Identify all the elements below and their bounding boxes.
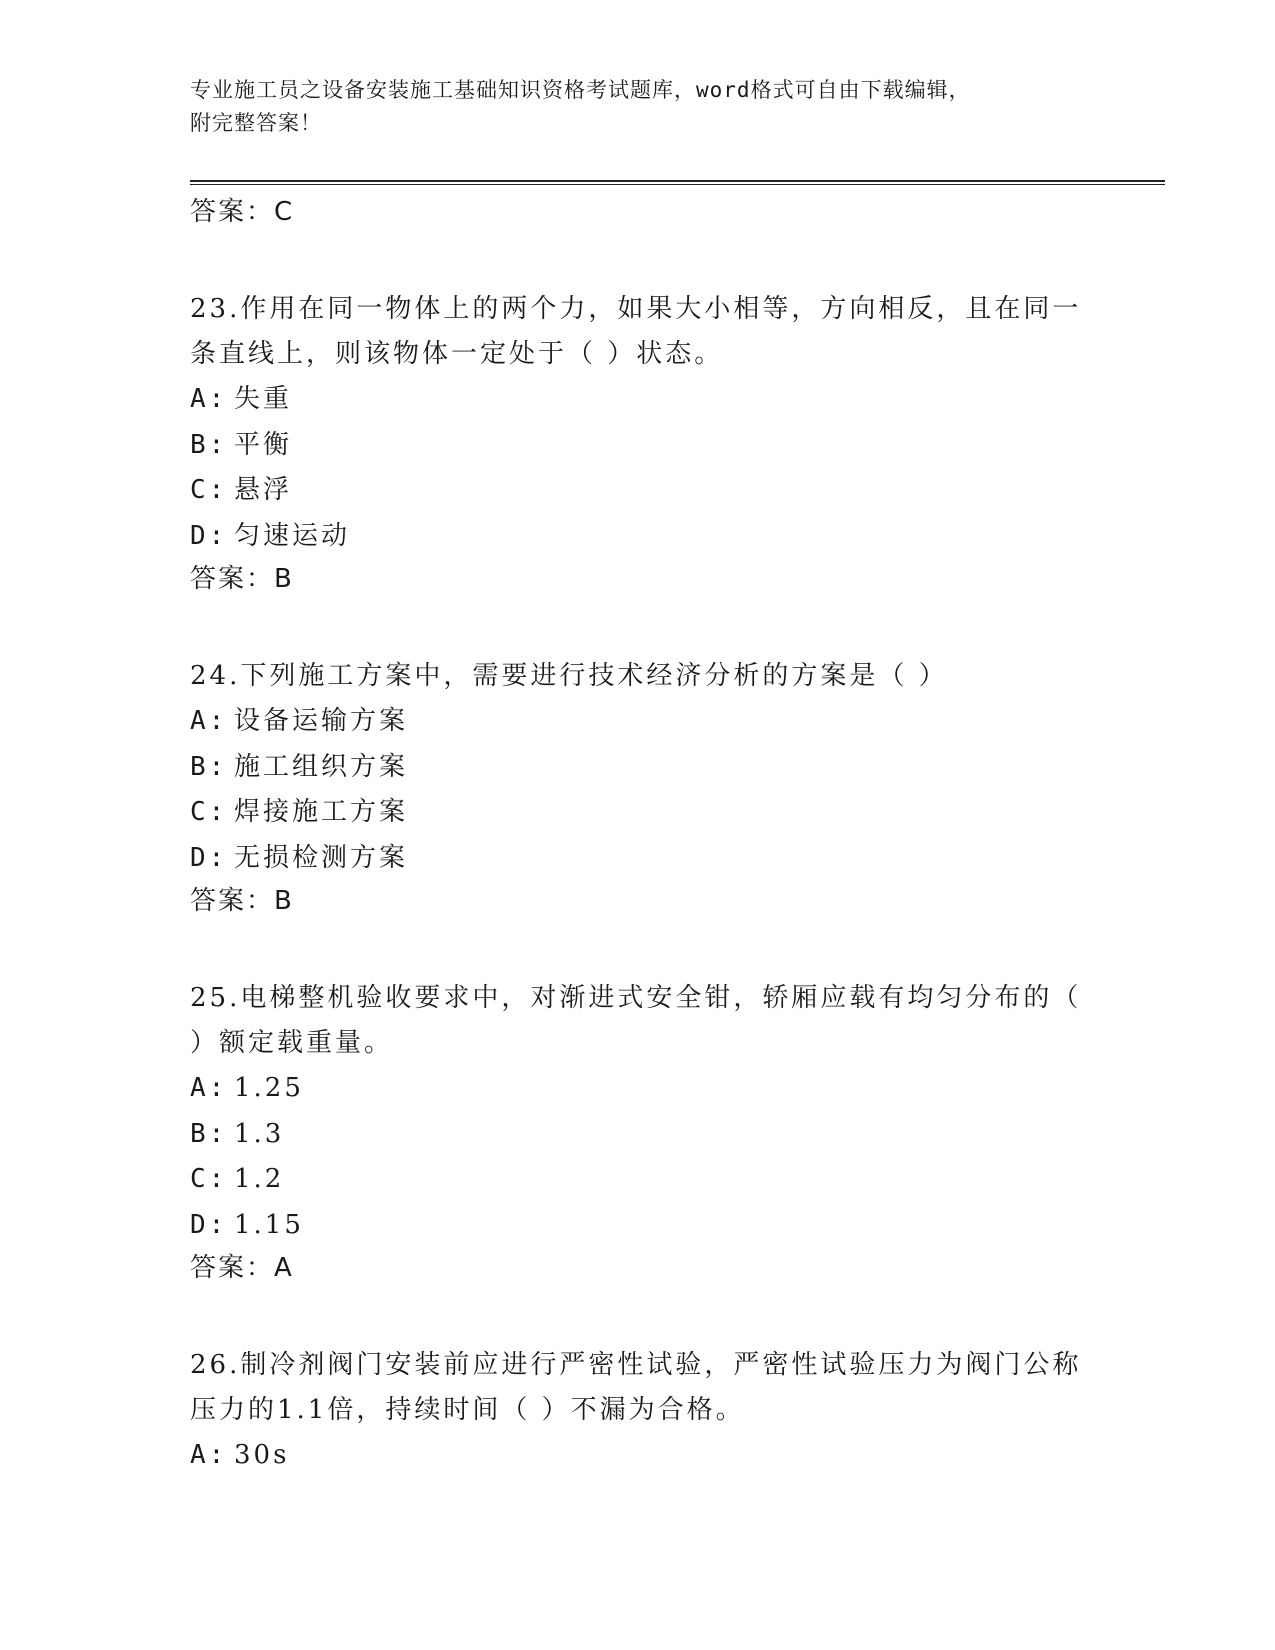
question-list bbox=[190, 192, 1090, 1479]
stem-line: 23.作用在同一物体上的两个力，如果大小相等，方向相反，且在同一 bbox=[190, 294, 1082, 324]
question-25 bbox=[190, 976, 1090, 1288]
question-26 bbox=[190, 1343, 1090, 1479]
option-d bbox=[190, 836, 1090, 882]
header-divider-bottom bbox=[190, 184, 1165, 185]
option-letter: B: bbox=[190, 751, 228, 782]
option-letter: A: bbox=[190, 1073, 228, 1103]
option-a bbox=[190, 1433, 1090, 1479]
header-divider-top bbox=[190, 180, 1165, 182]
option-letter: A: bbox=[190, 384, 228, 414]
stem-line: 条直线上，则该物体一定处于（ ）状态。 bbox=[190, 339, 724, 369]
option-c bbox=[190, 790, 1090, 836]
header-line-2: 附完整答案！ bbox=[190, 111, 322, 135]
option-text: 1.15 bbox=[234, 1209, 304, 1240]
stem-line: 24.下列施工方案中，需要进行技术经济分析的方案是（ ） bbox=[190, 661, 948, 691]
option-a bbox=[190, 699, 1090, 745]
option-text: 1.25 bbox=[234, 1073, 304, 1103]
option-b bbox=[190, 745, 1090, 791]
option-a bbox=[190, 377, 1090, 423]
previous-answer: 答案：C bbox=[190, 197, 295, 227]
answer: 答案：B bbox=[190, 564, 294, 594]
answer: 答案：B bbox=[190, 886, 294, 916]
option-text: 焊接施工方案 bbox=[234, 797, 409, 827]
option-letter: D: bbox=[190, 842, 228, 873]
option-d bbox=[190, 1203, 1090, 1249]
stem-line: 压力的1.1倍，持续时间（ ）不漏为合格。 bbox=[190, 1395, 745, 1425]
option-b bbox=[190, 1112, 1090, 1158]
answer: 答案：A bbox=[190, 1253, 294, 1283]
option-text: 施工组织方案 bbox=[234, 751, 409, 782]
option-text: 平衡 bbox=[234, 429, 293, 460]
stem-line: 25.电梯整机验收要求中，对渐进式安全钳，轿厢应载有均匀分布的（ bbox=[190, 983, 1082, 1013]
option-letter: D: bbox=[190, 520, 228, 551]
option-d bbox=[190, 514, 1090, 560]
question-stem bbox=[190, 654, 1090, 699]
question-23 bbox=[190, 287, 1090, 599]
option-a bbox=[190, 1066, 1090, 1112]
option-letter: D: bbox=[190, 1209, 228, 1240]
option-text: 无损检测方案 bbox=[234, 842, 409, 873]
option-letter: C: bbox=[190, 1164, 228, 1194]
stem-line: ）额定载重量。 bbox=[190, 1028, 394, 1058]
option-letter: C: bbox=[190, 797, 228, 827]
option-b bbox=[190, 423, 1090, 469]
option-text: 1.3 bbox=[234, 1118, 285, 1149]
option-c bbox=[190, 1157, 1090, 1203]
question-stem bbox=[190, 976, 1090, 1066]
option-letter: C: bbox=[190, 475, 228, 505]
option-text: 悬浮 bbox=[234, 475, 293, 505]
question-stem bbox=[190, 1343, 1090, 1433]
option-text: 设备运输方案 bbox=[234, 706, 409, 736]
option-text: 1.2 bbox=[234, 1164, 285, 1194]
page-header bbox=[190, 74, 1070, 140]
option-text: 30s bbox=[234, 1440, 290, 1470]
question-24 bbox=[190, 654, 1090, 921]
stem-line: 26.制冷剂阀门安装前应进行严密性试验，严密性试验压力为阀门公称 bbox=[190, 1350, 1082, 1380]
header-line-1: 专业施工员之设备安装施工基础知识资格考试题库，word格式可自由下载编辑， bbox=[190, 78, 971, 102]
question-stem bbox=[190, 287, 1090, 377]
option-letter: A: bbox=[190, 1440, 228, 1470]
option-letter: B: bbox=[190, 429, 228, 460]
option-text: 匀速运动 bbox=[234, 520, 351, 551]
option-letter: A: bbox=[190, 706, 228, 736]
option-c bbox=[190, 468, 1090, 514]
option-letter: B: bbox=[190, 1118, 228, 1149]
option-text: 失重 bbox=[234, 384, 293, 414]
